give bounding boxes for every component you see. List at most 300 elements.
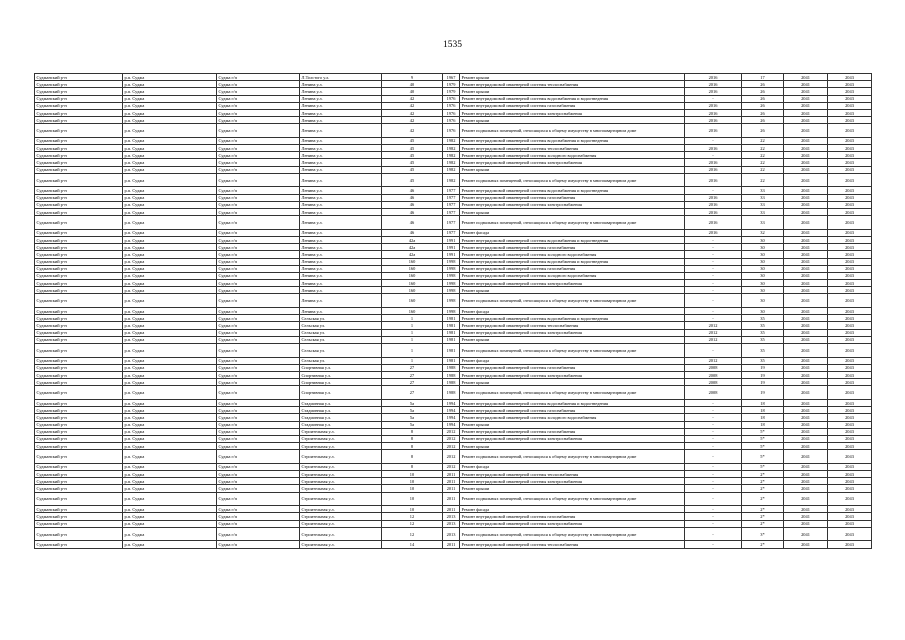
table-row xyxy=(35,159,872,166)
plan-start-cell: 2041 xyxy=(784,152,828,159)
wear-cell: 30 xyxy=(742,251,784,258)
work-type-cell: Ремонт фасада xyxy=(460,463,685,470)
municipality-cell: Суджа г/п xyxy=(217,258,300,265)
house-number-cell: 42 xyxy=(382,124,443,138)
last-repair-year-cell: - xyxy=(685,478,742,485)
work-type-cell: Ремонт фасада xyxy=(460,506,685,513)
district-cell: Суджанский р-н xyxy=(35,421,123,428)
wear-cell: 17 xyxy=(742,74,784,81)
municipality-cell: Суджа г/п xyxy=(217,194,300,201)
settlement-cell: р.п. Суджа xyxy=(123,492,217,506)
last-repair-year-cell: 2012 xyxy=(685,329,742,336)
year-built-cell: 1976 xyxy=(443,117,460,124)
plan-end-cell: 2043 xyxy=(828,201,872,208)
district-cell: Суджанский р-н xyxy=(35,145,123,152)
last-repair-year-cell: - xyxy=(685,315,742,322)
year-built-cell: 1981 xyxy=(443,336,460,343)
house-number-cell: 9 xyxy=(382,74,443,81)
table-row xyxy=(35,443,872,450)
settlement-cell: р.п. Суджа xyxy=(123,117,217,124)
year-built-cell: 1998 xyxy=(443,265,460,272)
plan-end-cell: 2043 xyxy=(828,443,872,450)
wear-cell: 35 xyxy=(742,315,784,322)
settlement-cell: р.п. Суджа xyxy=(123,109,217,116)
wear-cell: 19 xyxy=(742,371,784,378)
street-cell: Стадионная у.л. xyxy=(300,421,382,428)
last-repair-year-cell: 2016 xyxy=(685,102,742,109)
last-repair-year-cell: - xyxy=(685,520,742,527)
table-row xyxy=(35,336,872,343)
district-cell: Суджанский р-н xyxy=(35,450,123,464)
wear-cell: 35 xyxy=(742,329,784,336)
year-built-cell: 1998 xyxy=(443,272,460,279)
municipality-cell: Суджа г/п xyxy=(217,435,300,442)
house-number-cell: 46 xyxy=(382,194,443,201)
work-type-cell: Ремонт внутридомовой инженерной системы газоснабжения xyxy=(460,513,685,520)
plan-end-cell: 2043 xyxy=(828,194,872,201)
work-type-cell: Ремонт крыши xyxy=(460,166,685,173)
plan-end-cell: 2043 xyxy=(828,95,872,102)
year-built-cell: 1981 xyxy=(443,315,460,322)
district-cell: Суджанский р-н xyxy=(35,513,123,520)
work-type-cell: Ремонт внутридомовой инженерной системы электроснабжения xyxy=(460,478,685,485)
work-type-cell: Ремонт внутридомовой инженерной системы газоснабжения xyxy=(460,364,685,371)
plan-start-cell: 2041 xyxy=(784,478,828,485)
district-cell: Суджанский р-н xyxy=(35,137,123,144)
year-built-cell: 1981 xyxy=(443,344,460,358)
work-type-cell: Ремонт внутридомовой инженерной системы теплоснабжения xyxy=(460,471,685,478)
plan-start-cell: 2041 xyxy=(784,308,828,315)
year-built-cell: 1991 xyxy=(443,244,460,251)
plan-end-cell: 2043 xyxy=(828,216,872,230)
work-type-cell: Ремонт внутридомовой инженерной системы водоснабжения и водоотведения xyxy=(460,95,685,102)
house-number-cell: 46 xyxy=(382,209,443,216)
settlement-cell: р.п. Суджа xyxy=(123,541,217,548)
municipality-cell: Суджа г/п xyxy=(217,463,300,470)
work-type-cell: Ремонт внутридомовой инженерной системы газоснабжения xyxy=(460,428,685,435)
plan-end-cell: 2043 xyxy=(828,336,872,343)
wear-cell: 22 xyxy=(742,145,784,152)
table-row xyxy=(35,137,872,144)
wear-cell: 33 xyxy=(742,209,784,216)
wear-cell: 35 xyxy=(742,322,784,329)
district-cell: Суджанский р-н xyxy=(35,492,123,506)
table-row xyxy=(35,194,872,201)
district-cell: Суджанский р-н xyxy=(35,386,123,400)
plan-end-cell: 2043 xyxy=(828,364,872,371)
municipality-cell: Суджа г/п xyxy=(217,371,300,378)
house-number-cell: 40 xyxy=(382,81,443,88)
plan-start-cell: 2041 xyxy=(784,421,828,428)
district-cell: Суджанский р-н xyxy=(35,124,123,138)
work-type-cell: Ремонт подвальных помещений, относящихся к общему имуществу в многоквартирном доме xyxy=(460,386,685,400)
plan-start-cell: 2041 xyxy=(784,513,828,520)
street-cell: Стадионная у.л. xyxy=(300,407,382,414)
district-cell: Суджанский р-н xyxy=(35,315,123,322)
wear-cell: 2* xyxy=(742,485,784,492)
municipality-cell: Суджа г/п xyxy=(217,386,300,400)
last-repair-year-cell: - xyxy=(685,294,742,308)
district-cell: Суджанский р-н xyxy=(35,109,123,116)
table-row xyxy=(35,485,872,492)
settlement-cell: р.п. Суджа xyxy=(123,364,217,371)
district-cell: Суджанский р-н xyxy=(35,399,123,406)
municipality-cell: Суджа г/п xyxy=(217,117,300,124)
plan-end-cell: 2043 xyxy=(828,137,872,144)
last-repair-year-cell: - xyxy=(685,443,742,450)
street-cell: Ленина у.л. xyxy=(300,173,382,187)
plan-start-cell: 2041 xyxy=(784,357,828,364)
plan-start-cell: 2041 xyxy=(784,414,828,421)
plan-end-cell: 2043 xyxy=(828,371,872,378)
plan-start-cell: 2041 xyxy=(784,344,828,358)
plan-end-cell: 2043 xyxy=(828,506,872,513)
settlement-cell: р.п. Суджа xyxy=(123,506,217,513)
house-number-cell: 1 xyxy=(382,357,443,364)
plan-start-cell: 2041 xyxy=(784,74,828,81)
plan-start-cell: 2041 xyxy=(784,364,828,371)
municipality-cell: Суджа г/п xyxy=(217,399,300,406)
last-repair-year-cell: - xyxy=(685,428,742,435)
table-row xyxy=(35,329,872,336)
settlement-cell: р.п. Суджа xyxy=(123,315,217,322)
house-number-cell: 12 xyxy=(382,520,443,527)
table-row xyxy=(35,520,872,527)
year-built-cell: 2012 xyxy=(443,435,460,442)
work-type-cell: Ремонт фасада xyxy=(460,357,685,364)
work-type-cell: Ремонт подвальных помещений, относящихся к общему имуществу в многоквартирном доме xyxy=(460,450,685,464)
street-cell: Ленина у.л. xyxy=(300,88,382,95)
wear-cell: 19 xyxy=(742,379,784,386)
page-number: 1535 xyxy=(443,40,462,50)
district-cell: Суджанский р-н xyxy=(35,428,123,435)
plan-start-cell: 2041 xyxy=(784,399,828,406)
year-built-cell: 1982 xyxy=(443,159,460,166)
last-repair-year-cell: 2012 xyxy=(685,322,742,329)
municipality-cell: Суджа г/п xyxy=(217,145,300,152)
table-row xyxy=(35,471,872,478)
municipality-cell: Суджа г/п xyxy=(217,541,300,548)
year-built-cell: 1998 xyxy=(443,280,460,287)
table-row xyxy=(35,463,872,470)
plan-start-cell: 2041 xyxy=(784,137,828,144)
municipality-cell: Суджа г/п xyxy=(217,229,300,236)
plan-end-cell: 2043 xyxy=(828,258,872,265)
district-cell: Суджанский р-н xyxy=(35,371,123,378)
year-built-cell: 2011 xyxy=(443,492,460,506)
table-row xyxy=(35,152,872,159)
last-repair-year-cell: - xyxy=(685,506,742,513)
wear-cell: 2* xyxy=(742,492,784,506)
district-cell: Суджанский р-н xyxy=(35,329,123,336)
work-type-cell: Ремонт внутридомовой инженерной системы газоснабжения xyxy=(460,244,685,251)
wear-cell: 32 xyxy=(742,229,784,236)
plan-start-cell: 2041 xyxy=(784,492,828,506)
house-number-cell: 160 xyxy=(382,294,443,308)
settlement-cell: р.п. Суджа xyxy=(123,229,217,236)
work-type-cell: Ремонт крыши xyxy=(460,421,685,428)
table-row xyxy=(35,506,872,513)
wear-cell: 2* xyxy=(742,520,784,527)
house-number-cell: 160 xyxy=(382,308,443,315)
house-number-cell: 42а xyxy=(382,236,443,243)
plan-start-cell: 2041 xyxy=(784,315,828,322)
plan-end-cell: 2043 xyxy=(828,294,872,308)
work-type-cell: Ремонт внутридомовой инженерной системы электроснабжения xyxy=(460,109,685,116)
street-cell: Ленина у.л. xyxy=(300,280,382,287)
street-cell: Л.Толстого у.л. xyxy=(300,74,382,81)
plan-start-cell: 2041 xyxy=(784,236,828,243)
street-cell: Ленина у.л. xyxy=(300,272,382,279)
district-cell: Суджанский р-н xyxy=(35,336,123,343)
wear-cell: 30 xyxy=(742,308,784,315)
year-built-cell: 1982 xyxy=(443,166,460,173)
house-number-cell: 10 xyxy=(382,492,443,506)
last-repair-year-cell: - xyxy=(685,265,742,272)
table-row xyxy=(35,216,872,230)
plan-end-cell: 2043 xyxy=(828,541,872,548)
plan-end-cell: 2043 xyxy=(828,272,872,279)
table-row xyxy=(35,364,872,371)
street-cell: Ленина у.л. xyxy=(300,287,382,294)
house-number-cell: 46 xyxy=(382,187,443,194)
wear-cell: 26 xyxy=(742,102,784,109)
table-row xyxy=(35,315,872,322)
plan-end-cell: 2043 xyxy=(828,173,872,187)
work-type-cell: Ремонт фасада xyxy=(460,229,685,236)
work-type-cell: Ремонт фасада xyxy=(460,308,685,315)
street-cell: Сельская ул. xyxy=(300,336,382,343)
last-repair-year-cell: 2012 xyxy=(685,357,742,364)
year-built-cell: 2012 xyxy=(443,463,460,470)
plan-end-cell: 2043 xyxy=(828,428,872,435)
plan-start-cell: 2041 xyxy=(784,258,828,265)
settlement-cell: р.п. Суджа xyxy=(123,187,217,194)
municipality-cell: Суджа г/п xyxy=(217,308,300,315)
work-type-cell: Ремонт внутридомовой инженерной системы водоснабжения и водоотведения xyxy=(460,137,685,144)
district-cell: Суджанский р-н xyxy=(35,173,123,187)
street-cell: Строительная у.л. xyxy=(300,450,382,464)
street-cell: Спортивная у.л. xyxy=(300,379,382,386)
wear-cell: 30 xyxy=(742,280,784,287)
settlement-cell: р.п. Суджа xyxy=(123,194,217,201)
last-repair-year-cell: - xyxy=(685,399,742,406)
settlement-cell: р.п. Суджа xyxy=(123,272,217,279)
district-cell: Суджанский р-н xyxy=(35,258,123,265)
year-built-cell: 1998 xyxy=(443,258,460,265)
settlement-cell: р.п. Суджа xyxy=(123,421,217,428)
plan-start-cell: 2041 xyxy=(784,379,828,386)
year-built-cell: 1991 xyxy=(443,236,460,243)
plan-start-cell: 2041 xyxy=(784,209,828,216)
house-number-cell: 45 xyxy=(382,166,443,173)
wear-cell: 30 xyxy=(742,294,784,308)
district-cell: Суджанский р-н xyxy=(35,308,123,315)
last-repair-year-cell: 2008 xyxy=(685,386,742,400)
plan-start-cell: 2041 xyxy=(784,88,828,95)
table-row xyxy=(35,344,872,358)
plan-start-cell: 2041 xyxy=(784,520,828,527)
last-repair-year-cell: 2012 xyxy=(685,336,742,343)
plan-start-cell: 2041 xyxy=(784,386,828,400)
district-cell: Суджанский р-н xyxy=(35,520,123,527)
street-cell: Сельская ул. xyxy=(300,322,382,329)
district-cell: Суджанский р-н xyxy=(35,244,123,251)
street-cell: Ленина у.л. xyxy=(300,159,382,166)
district-cell: Суджанский р-н xyxy=(35,187,123,194)
wear-cell: 18 xyxy=(742,399,784,406)
work-type-cell: Ремонт крыши xyxy=(460,287,685,294)
settlement-cell: р.п. Суджа xyxy=(123,251,217,258)
municipality-cell: Суджа г/п xyxy=(217,137,300,144)
work-type-cell: Ремонт внутридомовой инженерной системы газоснабжения xyxy=(460,194,685,201)
wear-cell: 26 xyxy=(742,109,784,116)
wear-cell: 2* xyxy=(742,541,784,548)
house-number-cell: 40 xyxy=(382,88,443,95)
last-repair-year-cell: 2016 xyxy=(685,117,742,124)
municipality-cell: Суджа г/п xyxy=(217,280,300,287)
wear-cell: 35 xyxy=(742,344,784,358)
table-row xyxy=(35,399,872,406)
municipality-cell: Суджа г/п xyxy=(217,421,300,428)
table-row xyxy=(35,435,872,442)
house-number-cell: 45 xyxy=(382,137,443,144)
street-cell: Стадионная у.л. xyxy=(300,414,382,421)
plan-start-cell: 2041 xyxy=(784,124,828,138)
last-repair-year-cell: - xyxy=(685,344,742,358)
municipality-cell: Суджа г/п xyxy=(217,407,300,414)
wear-cell: 5* xyxy=(742,443,784,450)
work-type-cell: Ремонт внутридомовой инженерной системы электроснабжения xyxy=(460,435,685,442)
table-row xyxy=(35,251,872,258)
district-cell: Суджанский р-н xyxy=(35,265,123,272)
table-row xyxy=(35,371,872,378)
year-built-cell: 1988 xyxy=(443,379,460,386)
house-number-cell: 46 xyxy=(382,201,443,208)
plan-end-cell: 2043 xyxy=(828,145,872,152)
last-repair-year-cell: - xyxy=(685,407,742,414)
street-cell: Ленина у.л. xyxy=(300,201,382,208)
street-cell: Сельская ул. xyxy=(300,329,382,336)
table-row xyxy=(35,229,872,236)
settlement-cell: р.п. Суджа xyxy=(123,201,217,208)
plan-end-cell: 2043 xyxy=(828,450,872,464)
street-cell: Ленина у.л. xyxy=(300,209,382,216)
house-number-cell: 1 xyxy=(382,336,443,343)
year-built-cell: 1988 xyxy=(443,364,460,371)
settlement-cell: р.п. Суджа xyxy=(123,443,217,450)
municipality-cell: Суджа г/п xyxy=(217,443,300,450)
last-repair-year-cell: - xyxy=(685,414,742,421)
district-cell: Суджанский р-н xyxy=(35,407,123,414)
year-built-cell: 1981 xyxy=(443,329,460,336)
last-repair-year-cell: - xyxy=(685,152,742,159)
settlement-cell: р.п. Суджа xyxy=(123,173,217,187)
year-built-cell: 1994 xyxy=(443,399,460,406)
plan-start-cell: 2041 xyxy=(784,407,828,414)
municipality-cell: Суджа г/п xyxy=(217,159,300,166)
year-built-cell: 2013 xyxy=(443,513,460,520)
table-row xyxy=(35,322,872,329)
plan-start-cell: 2041 xyxy=(784,322,828,329)
district-cell: Суджанский р-н xyxy=(35,272,123,279)
settlement-cell: р.п. Суджа xyxy=(123,329,217,336)
plan-end-cell: 2043 xyxy=(828,102,872,109)
settlement-cell: р.п. Суджа xyxy=(123,344,217,358)
plan-end-cell: 2043 xyxy=(828,520,872,527)
house-number-cell: 14 xyxy=(382,541,443,548)
year-built-cell: 1982 xyxy=(443,137,460,144)
district-cell: Суджанский р-н xyxy=(35,88,123,95)
settlement-cell: р.п. Суджа xyxy=(123,159,217,166)
last-repair-year-cell: - xyxy=(685,513,742,520)
last-repair-year-cell: - xyxy=(685,137,742,144)
work-type-cell: Ремонт внутридомовой инженерной системы электроснабжения xyxy=(460,520,685,527)
district-cell: Суджанский р-н xyxy=(35,166,123,173)
house-number-cell: 10 xyxy=(382,471,443,478)
street-cell: Ленина у.л. xyxy=(300,294,382,308)
last-repair-year-cell: - xyxy=(685,187,742,194)
work-type-cell: Ремонт внутридомовой инженерной системы водоснабжения и водоотведения xyxy=(460,258,685,265)
house-number-cell: 42 xyxy=(382,95,443,102)
table-row xyxy=(35,492,872,506)
municipality-cell: Суджа г/п xyxy=(217,471,300,478)
plan-end-cell: 2043 xyxy=(828,399,872,406)
district-cell: Суджанский р-н xyxy=(35,541,123,548)
last-repair-year-cell: - xyxy=(685,541,742,548)
plan-start-cell: 2041 xyxy=(784,173,828,187)
municipality-cell: Суджа г/п xyxy=(217,287,300,294)
house-number-cell: 5а xyxy=(382,399,443,406)
plan-end-cell: 2043 xyxy=(828,485,872,492)
street-cell: Спортивная у.л. xyxy=(300,364,382,371)
plan-start-cell: 2041 xyxy=(784,194,828,201)
district-cell: Суджанский р-н xyxy=(35,152,123,159)
plan-end-cell: 2043 xyxy=(828,329,872,336)
year-built-cell: 1981 xyxy=(443,322,460,329)
work-type-cell: Ремонт крыши xyxy=(460,209,685,216)
wear-cell: 2* xyxy=(742,506,784,513)
table-row xyxy=(35,265,872,272)
house-number-cell: 10 xyxy=(382,478,443,485)
plan-end-cell: 2043 xyxy=(828,315,872,322)
municipality-cell: Суджа г/п xyxy=(217,187,300,194)
district-cell: Суджанский р-н xyxy=(35,344,123,358)
settlement-cell: р.п. Суджа xyxy=(123,407,217,414)
house-number-cell: 8 xyxy=(382,463,443,470)
district-cell: Суджанский р-н xyxy=(35,294,123,308)
plan-end-cell: 2043 xyxy=(828,117,872,124)
house-number-cell: 160 xyxy=(382,272,443,279)
table-row xyxy=(35,109,872,116)
plan-start-cell: 2041 xyxy=(784,159,828,166)
municipality-cell: Суджа г/п xyxy=(217,485,300,492)
year-built-cell: 2013 xyxy=(443,520,460,527)
year-built-cell: 1981 xyxy=(443,357,460,364)
district-cell: Суджанский р-н xyxy=(35,485,123,492)
street-cell: Ленина у.л. xyxy=(300,117,382,124)
district-cell: Суджанский р-н xyxy=(35,435,123,442)
year-built-cell: 2013 xyxy=(443,527,460,541)
house-number-cell: 8 xyxy=(382,450,443,464)
street-cell: Строительная у.л. xyxy=(300,513,382,520)
wear-cell: 2* xyxy=(742,513,784,520)
last-repair-year-cell: 2016 xyxy=(685,166,742,173)
work-type-cell: Ремонт подвальных помещений, относящихся к общему имуществу в многоквартирном доме xyxy=(460,527,685,541)
municipality-cell: Суджа г/п xyxy=(217,265,300,272)
year-built-cell: 1976 xyxy=(443,95,460,102)
table-row xyxy=(35,166,872,173)
